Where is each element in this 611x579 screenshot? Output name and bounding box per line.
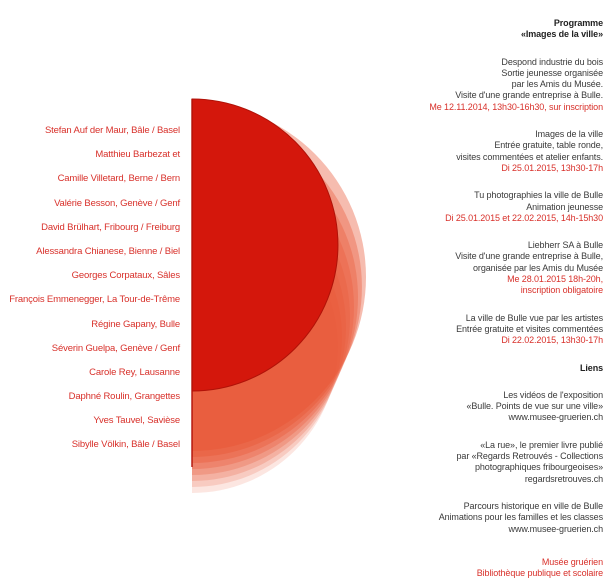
link-url[interactable]: regardsretrouves.ch <box>524 473 603 484</box>
artist-name: Valérie Besson, Genève / Genf <box>54 197 180 209</box>
event-text: La ville de Bulle vue par les artistes <box>465 312 603 323</box>
event-text: Despond industrie du bois <box>501 56 603 67</box>
event-item <box>395 313 603 347</box>
artist-name: Stefan Auf der Maur, Bâle / Basel <box>45 125 180 136</box>
event-text: Animation jeunesse <box>526 201 603 212</box>
programme-title: Programme <box>553 18 603 28</box>
event-item <box>395 190 603 224</box>
artist-name: Alessandra Chianese, Bienne / Biel <box>36 245 180 257</box>
link-text: Parcours historique en ville de Bulle <box>463 500 603 511</box>
event-item <box>395 240 603 296</box>
artist-name: Régine Gapany, Bulle <box>91 318 180 330</box>
footer-library: Bibliothèque publique et scolaire <box>476 568 603 579</box>
link-item <box>395 501 603 535</box>
programme-subtitle: «Images de la ville» <box>520 29 603 40</box>
event-item <box>395 129 603 174</box>
event-date: Di 25.01.2015, 13h30-17h <box>501 162 603 173</box>
links-title: Liens <box>579 362 603 373</box>
link-text: «Bulle. Points de vue sur une ville» <box>466 401 603 412</box>
event-text: Entrée gratuite, table ronde, <box>494 140 603 151</box>
event-text: Entrée gratuite et visites commentées <box>456 323 603 334</box>
event-text: Sortie jeunesse organisée <box>501 67 603 78</box>
event-item <box>395 57 603 113</box>
artist-name: Matthieu Barbezat et <box>95 149 180 161</box>
event-text: par les Amis du Musée. <box>511 79 603 90</box>
artist-name: Séverin Guelpa, Genève / Genf <box>51 342 180 354</box>
event-date: Me 28.01.2015 18h-20h, <box>507 274 603 285</box>
event-date: inscription obligatoire <box>520 285 603 296</box>
link-url[interactable]: www.musee-gruerien.ch <box>508 523 603 534</box>
link-url[interactable]: www.musee-gruerien.ch <box>508 412 603 423</box>
event-text: Tu photographies la ville de Bulle <box>474 190 603 201</box>
link-text: Les vidéos de l'exposition <box>503 389 603 400</box>
half-disc-graphic <box>191 95 421 475</box>
link-item <box>395 390 603 424</box>
event-date: Di 25.01.2015 et 22.02.2015, 14h-15h30 <box>445 212 603 223</box>
links-section <box>395 363 603 535</box>
event-text: visites commentées et atelier enfants. <box>456 151 603 162</box>
artist-name: Carole Rey, Lausanne <box>89 366 180 378</box>
event-text: Visite d'une grande entreprise à Bulle, <box>455 251 603 262</box>
link-text: par «Regards Retrouvés - Collections <box>456 451 603 462</box>
event-text: Visite d'une grande entreprise à Bulle. <box>455 90 603 101</box>
artist-name: Daphné Roulin, Grangettes <box>68 391 180 403</box>
artist-name: Georges Corpataux, Sâles <box>71 270 180 282</box>
artist-name: François Emmenegger, La Tour-de-Trême <box>9 294 180 306</box>
link-text: «La rue», le premier livre publié <box>480 439 603 450</box>
link-text: Animations pour les familles et les classes <box>438 512 603 523</box>
programme-section <box>395 18 603 347</box>
event-date: Me 12.11.2014, 13h30-16h30, sur inscription <box>429 101 603 112</box>
artist-name: Yves Tauvel, Savièse <box>93 415 180 427</box>
event-date: Di 22.02.2015, 13h30-17h <box>501 335 603 346</box>
link-text: photographiques fribourgeoises» <box>475 462 603 473</box>
event-text: Liebherr SA à Bulle <box>527 240 603 251</box>
artist-name: David Brülhart, Fribourg / Freiburg <box>41 221 180 233</box>
event-text: Images de la ville <box>535 129 603 140</box>
artist-name: Sibylle Völkin, Bâle / Basel <box>71 439 180 451</box>
footer-museum: Musée gruérien <box>541 556 603 567</box>
event-text: organisée par les Amis du Musée <box>473 262 603 273</box>
artist-list <box>0 124 180 463</box>
artist-name: Camille Villetard, Berne / Bern <box>57 173 180 185</box>
link-item <box>395 440 603 485</box>
side-panel <box>395 18 603 579</box>
